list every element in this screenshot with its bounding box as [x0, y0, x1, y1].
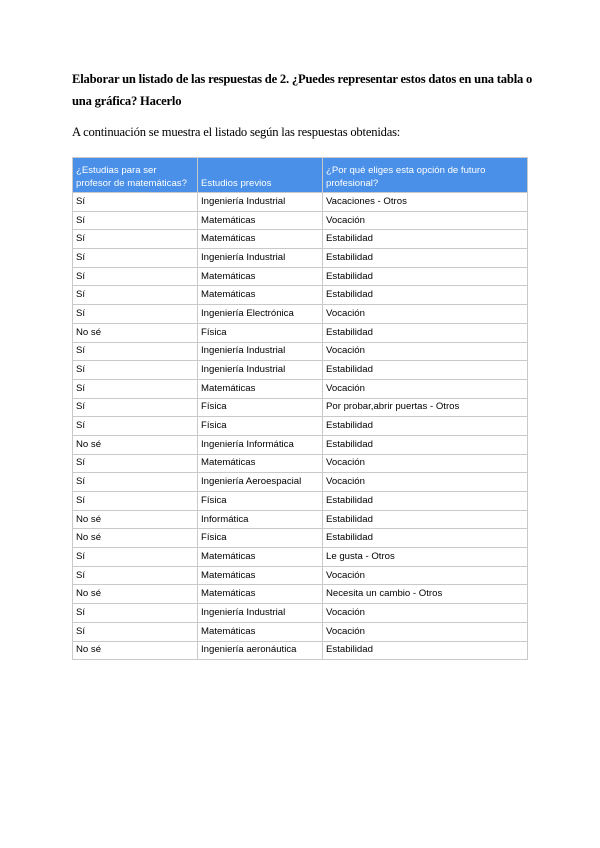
table-row — [73, 510, 528, 529]
table-row — [73, 622, 528, 641]
table-row — [73, 585, 528, 604]
cell-reason: Estabilidad — [323, 417, 528, 436]
table-row — [73, 267, 528, 286]
cell-reason: Vocación — [323, 305, 528, 324]
cell-teacher-study: No sé — [73, 585, 198, 604]
cell-previous-studies: Ingeniería Industrial — [198, 604, 323, 623]
cell-reason: Vacaciones - Otros — [323, 193, 528, 212]
table-row — [73, 566, 528, 585]
cell-previous-studies: Ingeniería Industrial — [198, 361, 323, 380]
table-row — [73, 342, 528, 361]
cell-teacher-study: Sí — [73, 193, 198, 212]
cell-teacher-study: Sí — [73, 267, 198, 286]
cell-teacher-study: Sí — [73, 566, 198, 585]
cell-reason: Estabilidad — [323, 510, 528, 529]
cell-reason: Vocación — [323, 379, 528, 398]
column-header-previous-studies: Estudios previos — [198, 158, 323, 193]
cell-previous-studies: Matemáticas — [198, 548, 323, 567]
cell-teacher-study: No sé — [73, 435, 198, 454]
cell-previous-studies: Ingeniería Industrial — [198, 249, 323, 268]
table-row — [73, 323, 528, 342]
cell-reason: Estabilidad — [323, 641, 528, 660]
cell-previous-studies: Informática — [198, 510, 323, 529]
column-header-teacher-study: ¿Estudias para ser profesor de matemáticas? — [73, 158, 198, 193]
cell-teacher-study: No sé — [73, 323, 198, 342]
table-row — [73, 286, 528, 305]
intro-paragraph: A continuación se muestra el listado según las respuestas obtenidas: — [72, 125, 401, 139]
cell-previous-studies: Física — [198, 529, 323, 548]
table-row — [73, 193, 528, 212]
cell-previous-studies: Física — [198, 323, 323, 342]
cell-previous-studies: Ingeniería Informática — [198, 435, 323, 454]
cell-previous-studies: Matemáticas — [198, 286, 323, 305]
cell-reason: Vocación — [323, 454, 528, 473]
cell-teacher-study: No sé — [73, 641, 198, 660]
cell-teacher-study: Sí — [73, 492, 198, 511]
table-row — [73, 361, 528, 380]
cell-previous-studies: Matemáticas — [198, 379, 323, 398]
cell-teacher-study: Sí — [73, 473, 198, 492]
column-header-reason: ¿Por qué eliges esta opción de futuro profesional? — [323, 158, 528, 193]
cell-previous-studies: Matemáticas — [198, 585, 323, 604]
table-row — [73, 379, 528, 398]
cell-previous-studies: Matemáticas — [198, 622, 323, 641]
cell-previous-studies: Matemáticas — [198, 566, 323, 585]
cell-teacher-study: Sí — [73, 305, 198, 324]
cell-previous-studies: Ingeniería Industrial — [198, 193, 323, 212]
cell-teacher-study: Sí — [73, 622, 198, 641]
cell-reason: Estabilidad — [323, 361, 528, 380]
cell-previous-studies: Física — [198, 417, 323, 436]
table-row — [73, 529, 528, 548]
cell-teacher-study: No sé — [73, 510, 198, 529]
cell-previous-studies: Física — [198, 398, 323, 417]
cell-reason: Estabilidad — [323, 492, 528, 511]
cell-reason: Estabilidad — [323, 286, 528, 305]
table-row — [73, 492, 528, 511]
cell-previous-studies: Matemáticas — [198, 211, 323, 230]
cell-reason: Estabilidad — [323, 267, 528, 286]
cell-teacher-study: Sí — [73, 249, 198, 268]
table-header — [73, 158, 528, 193]
table-row — [73, 604, 528, 623]
cell-reason: Estabilidad — [323, 529, 528, 548]
cell-teacher-study: Sí — [73, 286, 198, 305]
cell-reason: Vocación — [323, 211, 528, 230]
cell-reason: Vocación — [323, 566, 528, 585]
cell-teacher-study: Sí — [73, 604, 198, 623]
cell-teacher-study: Sí — [73, 211, 198, 230]
cell-previous-studies: Ingeniería Industrial — [198, 342, 323, 361]
cell-previous-studies: Matemáticas — [198, 230, 323, 249]
cell-reason: Le gusta - Otros — [323, 548, 528, 567]
cell-previous-studies: Ingeniería aeronáutica — [198, 641, 323, 660]
cell-reason: Estabilidad — [323, 230, 528, 249]
table-header-row — [73, 158, 528, 193]
table-row — [73, 435, 528, 454]
table-row — [73, 473, 528, 492]
cell-previous-studies: Ingeniería Aeroespacial — [198, 473, 323, 492]
cell-reason: Por probar,abrir puertas - Otros — [323, 398, 528, 417]
cell-teacher-study: Sí — [73, 454, 198, 473]
table-row — [73, 305, 528, 324]
cell-previous-studies: Matemáticas — [198, 267, 323, 286]
cell-teacher-study: Sí — [73, 379, 198, 398]
table-row — [73, 454, 528, 473]
cell-reason: Vocación — [323, 622, 528, 641]
cell-teacher-study: Sí — [73, 361, 198, 380]
cell-reason: Vocación — [323, 342, 528, 361]
table-body — [73, 193, 528, 660]
cell-teacher-study: Sí — [73, 342, 198, 361]
cell-reason: Estabilidad — [323, 323, 528, 342]
table-row — [73, 211, 528, 230]
table-row — [73, 641, 528, 660]
page-heading: Elaborar un listado de las respuestas de 2. ¿Puedes representar estos datos en una tabla o una gráfica? Hacerlo — [72, 72, 533, 108]
cell-teacher-study: No sé — [73, 529, 198, 548]
cell-reason: Vocación — [323, 604, 528, 623]
responses-table — [72, 157, 528, 660]
table-row — [73, 417, 528, 436]
cell-previous-studies: Física — [198, 492, 323, 511]
cell-teacher-study: Sí — [73, 230, 198, 249]
table-row — [73, 249, 528, 268]
cell-reason: Vocación — [323, 473, 528, 492]
cell-reason: Estabilidad — [323, 249, 528, 268]
cell-reason: Estabilidad — [323, 435, 528, 454]
cell-previous-studies: Matemáticas — [198, 454, 323, 473]
table-row — [73, 230, 528, 249]
table-row — [73, 398, 528, 417]
cell-teacher-study: Sí — [73, 548, 198, 567]
table-row — [73, 548, 528, 567]
cell-previous-studies: Ingeniería Electrónica — [198, 305, 323, 324]
cell-teacher-study: Sí — [73, 398, 198, 417]
cell-teacher-study: Sí — [73, 417, 198, 436]
cell-reason: Necesita un cambio - Otros — [323, 585, 528, 604]
